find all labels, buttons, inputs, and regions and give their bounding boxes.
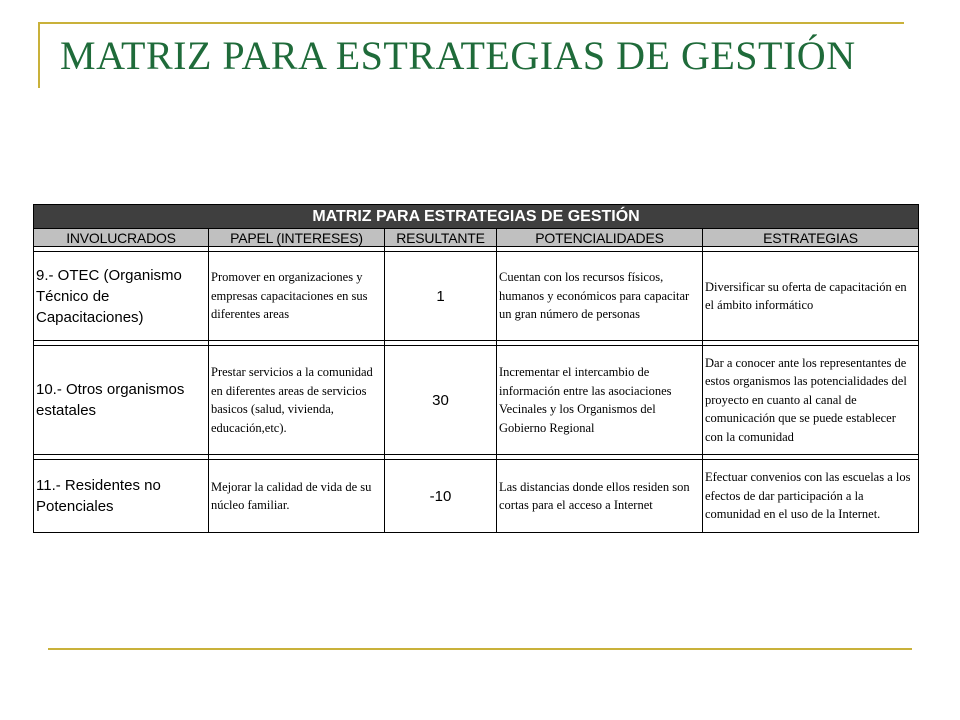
matrix-table [33, 204, 919, 533]
cell-estrategias: Diversificar su oferta de capacitación en el ámbito informático [703, 252, 919, 341]
column-header-papel: PAPEL (INTERESES) [209, 229, 385, 247]
cell-resultante: -10 [385, 460, 497, 533]
cell-involucrados: 11.- Residentes no Potenciales [34, 460, 209, 533]
column-header-potencialidades: POTENCIALIDADES [497, 229, 703, 247]
left-decorative-rule [38, 22, 40, 88]
cell-estrategias: Dar a conocer ante los representantes de estos organismos las potencialidades del proyecto en cuanto al canal de comunicación que se puede establecer con la comunidad [703, 346, 919, 455]
column-header-resultante: RESULTANTE [385, 229, 497, 247]
bottom-decorative-rule [48, 648, 912, 650]
cell-resultante: 1 [385, 252, 497, 341]
cell-potencialidades: Las distancias donde ellos residen son cortas para el acceso a Internet [497, 460, 703, 533]
cell-involucrados: 10.- Otros organismos estatales [34, 346, 209, 455]
column-header-involucrados: INVOLUCRADOS [34, 229, 209, 247]
slide-title: MATRIZ PARA ESTRATEGIAS DE GESTIÓN [60, 33, 856, 78]
cell-papel: Promover en organizaciones y empresas capacitaciones en sus diferentes areas [209, 252, 385, 341]
cell-potencialidades: Incrementar el intercambio de información entre las asociaciones Vecinales y los Organismos del Gobierno Regional [497, 346, 703, 455]
matrix-table-container [33, 204, 918, 533]
table-row [34, 346, 919, 455]
table-row [34, 460, 919, 533]
cell-resultante: 30 [385, 346, 497, 455]
cell-papel: Mejorar la calidad de vida de su núcleo familiar. [209, 460, 385, 533]
cell-estrategias: Efectuar convenios con las escuelas a los efectos de dar participación a la comunidad en el uso de la Internet. [703, 460, 919, 533]
table-row [34, 252, 919, 341]
top-decorative-rule [38, 22, 904, 24]
matrix-title: MATRIZ PARA ESTRATEGIAS DE GESTIÓN [34, 205, 919, 229]
cell-papel: Prestar servicios a la comunidad en diferentes areas de servicios basicos (salud, vivienda, educación,etc). [209, 346, 385, 455]
cell-involucrados: 9.- OTEC (Organismo Técnico de Capacitaciones) [34, 252, 209, 341]
column-header-estrategias: ESTRATEGIAS [703, 229, 919, 247]
cell-potencialidades: Cuentan con los recursos físicos, humanos y económicos para capacitar un gran número de personas [497, 252, 703, 341]
